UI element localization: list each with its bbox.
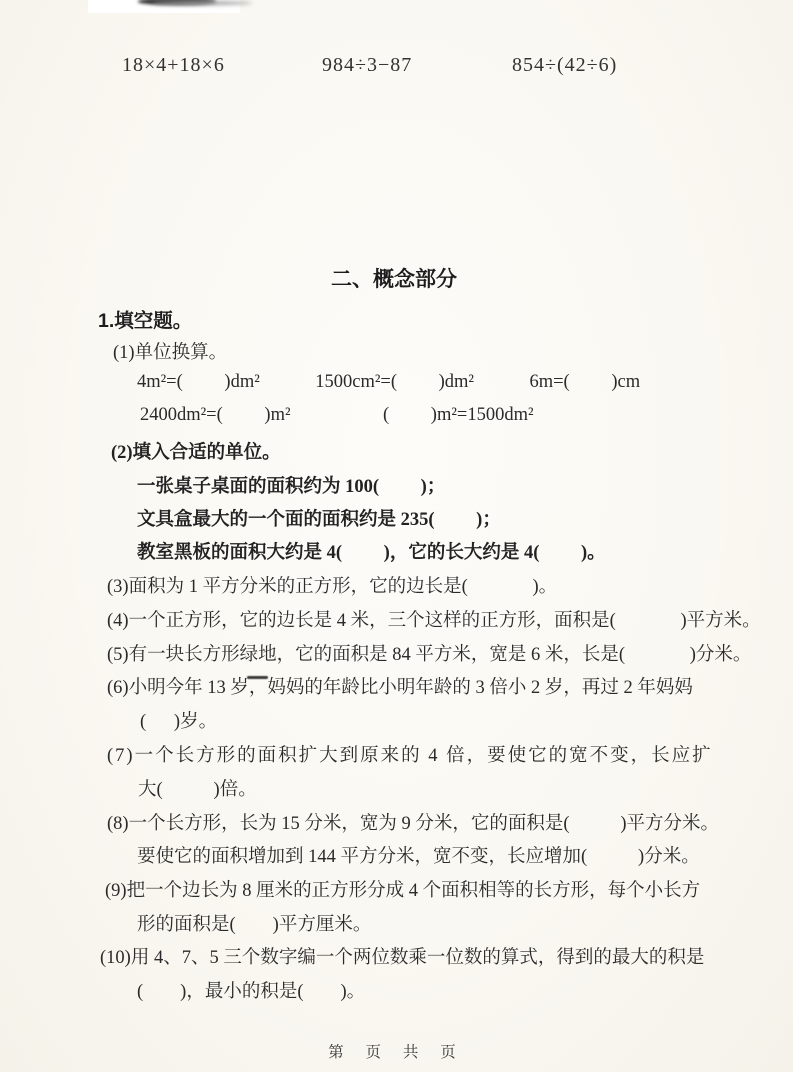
expression-3: 854÷(42÷6) (512, 54, 618, 76)
unit-conversion-line-1: 4m²=( )dm² 1500cm²=( )dm² 6m=( )cm (137, 372, 641, 392)
q1-sub9-line2: 形的面积是( )平方厘米。 (137, 915, 372, 935)
q1-sub9-line1: (9)把一个边长为 8 厘米的正方形分成 4 个面积相等的长方形，每个小长方 (105, 881, 701, 901)
q1-sub8-line1: (8)一个长方形，长为 15 分米，宽为 9 分米，它的面积是( )平方分米。 (107, 814, 720, 834)
q1-sub10-line1: (10)用 4、7、5 三个数字编一个两位数乘一位数的算式，得到的最大的积是 (100, 948, 705, 968)
q1-sub4: (4)一个正方形，它的边长是 4 米，三个这样的正方形，面积是( )平方米。 (107, 611, 761, 631)
q1-sub10-line2: ( )，最小的积是( )。 (137, 982, 366, 1002)
expression-1: 18×4+18×6 (122, 54, 225, 76)
q1-sub7-line1: (7)一个长方形的面积扩大到原来的 4 倍，要使它的宽不变，长应扩 (107, 746, 713, 766)
q1-sub1-label: (1)单位换算。 (113, 343, 228, 363)
q1-sub2-item-b: 文具盒最大的一个面的面积约是 235( )； (137, 510, 501, 530)
expression-2: 984÷3−87 (322, 54, 413, 76)
q1-sub2-item-c: 教室黑板的面积大约是 4( )，它的长大约是 4( )。 (137, 543, 606, 563)
page-footer: 第 页 共 页 (328, 1044, 465, 1061)
section-heading: 二、概念部分 (331, 268, 457, 291)
q1-sub3: (3)面积为 1 平方分米的正方形，它的边长是( )。 (107, 577, 558, 597)
q1-sub8-line2: 要使它的面积增加到 144 平方分米，宽不变，长应增加( )分米。 (137, 847, 700, 867)
q1-sub6-line1: (6)小明今年 13 岁，妈妈的年龄比小明年龄的 3 倍小 2 岁，再过 2 年妈妈 (107, 678, 693, 698)
unit-conversion-line-2: 2400dm²=( )m² ( )m²=1500dm² (140, 405, 534, 425)
q1-sub6-line2: ( )岁。 (140, 712, 218, 732)
q1-sub5: (5)有一块长方形绿地，它的面积是 84 平方米，宽是 6 米，长是( )分米。 (107, 645, 752, 665)
q1-title: 1.填空题。 (98, 310, 193, 332)
scan-gray-smear (152, 1, 252, 5)
q1-sub7-line2: 大( )倍。 (138, 780, 257, 800)
q1-sub2-item-a: 一张桌子桌面的面积约为 100( )； (137, 477, 446, 497)
stray-scan-mark (247, 676, 268, 679)
q1-sub2-label: (2)填入合适的单位。 (111, 443, 281, 463)
